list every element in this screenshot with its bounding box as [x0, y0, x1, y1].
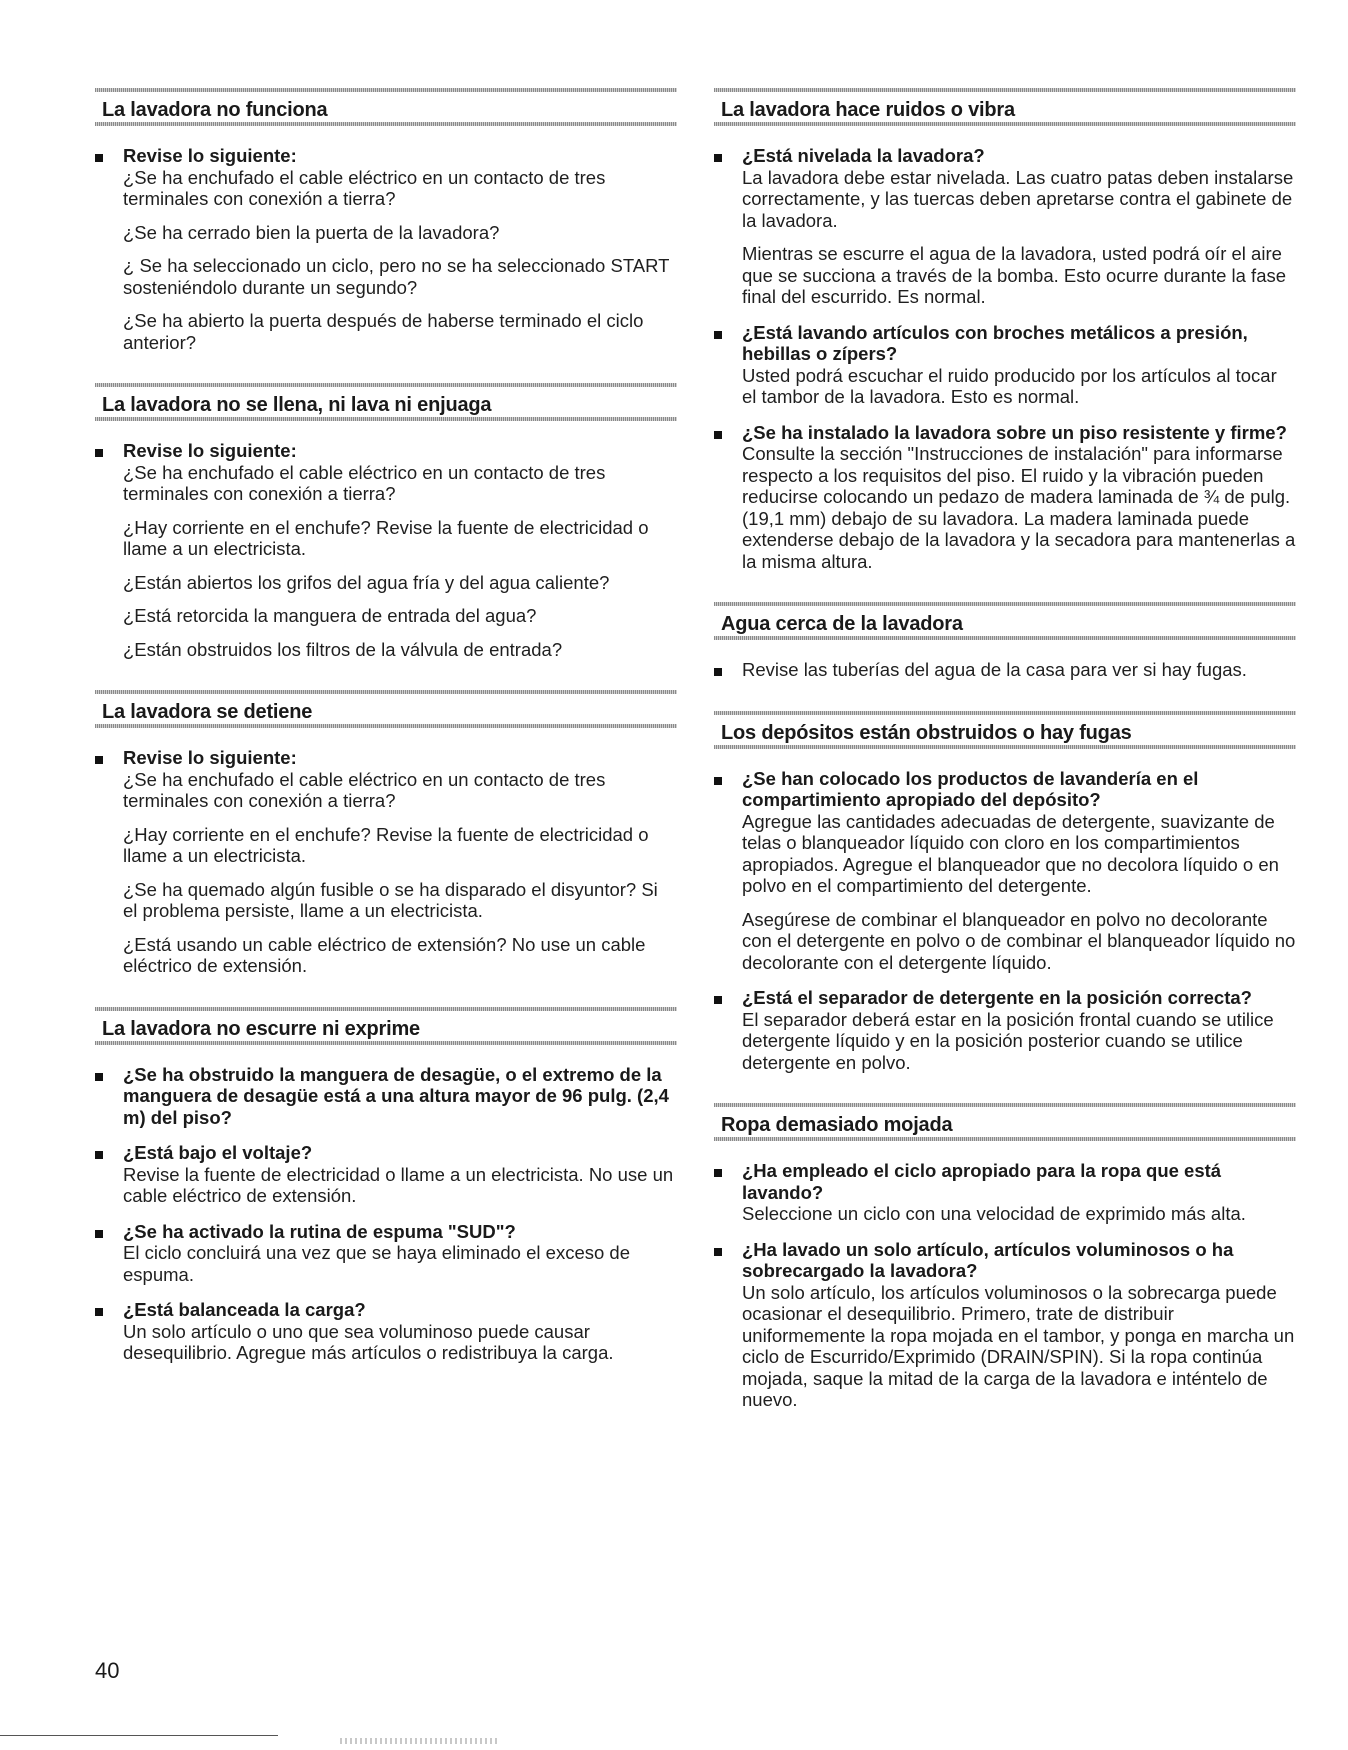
list-item: [714, 659, 1296, 681]
item-question: ¿Está balanceada la carga?: [123, 1299, 366, 1320]
section-header: [714, 594, 1296, 649]
item-list: [714, 1150, 1296, 1411]
section-rule-bottom: [714, 745, 1296, 749]
item-question: ¿Ha lavado un solo artículo, artículos voluminosos o ha sobrecargado la lavadora?: [742, 1238, 1234, 1281]
list-item: [95, 1142, 677, 1207]
item-text: Revise la fuente de electricidad o llame a un electricista. No use un cable eléctrico de extensión.: [123, 1163, 674, 1206]
item-text: ¿Se ha enchufado el cable eléctrico en un contacto de tres terminales con conexión a tierra?: [123, 768, 606, 811]
item-text: ¿Se ha abierto la puerta después de haberse terminado el ciclo anterior?: [123, 310, 644, 353]
item-question: ¿Se han colocado los productos de lavandería en el compartimiento apropiado del depósito?: [742, 767, 1199, 810]
section-header: [714, 80, 1296, 135]
troubleshooting-section: [95, 375, 677, 660]
item-question: ¿Se ha activado la rutina de espuma "SUD"?: [123, 1220, 516, 1242]
section-rule-bottom: [95, 1041, 677, 1045]
item-text: ¿Se ha quemado algún fusible o se ha disparado el disyuntor? Si el problema persiste, llame a un electricista.: [123, 878, 658, 921]
item-question: ¿Se ha instalado la lavadora sobre un piso resistente y firme?: [742, 421, 1287, 443]
item-question: Revise lo siguiente:: [123, 440, 297, 461]
section-rule-bottom: [95, 724, 677, 728]
list-item: [714, 987, 1296, 1073]
troubleshooting-section: [95, 999, 677, 1364]
item-list: [95, 135, 677, 353]
section-rule-bottom: [95, 122, 677, 126]
list-item: [95, 440, 677, 660]
item-text: ¿Se ha cerrado bien la puerta de la lavadora?: [123, 221, 500, 243]
section-rule-bottom: [95, 417, 677, 421]
item-text: ¿Hay corriente en el enchufe? Revise la fuente de electricidad o llame a un electricista.: [123, 516, 649, 559]
item-text: ¿ Se ha seleccionado un ciclo, pero no se ha seleccionado START sosteniéndolo durante un segundo?: [123, 255, 670, 298]
bullet-square-icon: [95, 1308, 103, 1316]
item-list: [714, 758, 1296, 1074]
item-text: Usted podrá escuchar el ruido producido por los artículos al tocar el tambor de la lavadora. Esto es normal.: [742, 364, 1277, 407]
bullet-square-icon: [95, 756, 103, 764]
section-header: [95, 999, 677, 1054]
item-text: Un solo artículo o uno que sea voluminoso puede causar desequilibrio. Agregue más artículos o redistribuya la carga.: [123, 1320, 614, 1363]
bullet-square-icon: [95, 1073, 103, 1081]
item-question: ¿Está el separador de detergente en la posición correcta?: [742, 987, 1252, 1008]
item-text: ¿Están abiertos los grifos del agua fría y del agua caliente?: [123, 571, 610, 593]
footer-rule: [0, 1735, 278, 1736]
item-question: ¿Está bajo el voltaje?: [123, 1142, 313, 1163]
item-text: ¿Se ha enchufado el cable eléctrico en un contacto de tres terminales con conexión a tierra?: [123, 166, 606, 209]
bullet-square-icon: [714, 1169, 722, 1177]
troubleshooting-section: [714, 80, 1296, 572]
list-item: [95, 1064, 677, 1129]
troubleshooting-section: [95, 80, 677, 353]
item-list: [714, 135, 1296, 572]
list-item: [714, 1160, 1296, 1225]
bullet-square-icon: [714, 331, 722, 339]
section-title: La lavadora no escurre ni exprime: [102, 1017, 420, 1040]
section-title: La lavadora hace ruidos o vibra: [721, 99, 1015, 121]
item-text: ¿Están obstruidos los filtros de la válvula de entrada?: [123, 638, 563, 660]
section-header: [95, 80, 677, 135]
item-text: La lavadora debe estar nivelada. Las cuatro patas deben instalarse correctamente, y las tuercas deben apretarse contra el gabinete de la lavadora.: [742, 166, 1294, 231]
bullet-square-icon: [714, 668, 722, 676]
list-item: [714, 768, 1296, 974]
section-title: Ropa demasiado mojada: [721, 1114, 953, 1136]
section-title: La lavadora no se llena, ni lava ni enjuaga: [102, 394, 492, 416]
item-text: ¿Hay corriente en el enchufe? Revise la fuente de electricidad o llame a un electricista.: [123, 823, 649, 866]
section-header: [714, 703, 1296, 758]
list-item: [714, 1239, 1296, 1411]
page-number: 40: [95, 1658, 120, 1683]
troubleshooting-section: [714, 1095, 1296, 1411]
item-text: Seleccione un ciclo con una velocidad de exprimido más alta.: [742, 1203, 1246, 1224]
item-question: ¿Está lavando artículos con broches metálicos a presión, hebillas o zípers?: [742, 321, 1248, 364]
troubleshooting-section: [714, 594, 1296, 681]
bullet-square-icon: [95, 449, 103, 457]
list-item: [95, 1299, 677, 1364]
item-question: ¿Está nivelada la lavadora?: [742, 145, 985, 166]
section-rule-bottom: [714, 1137, 1296, 1141]
item-text: Agregue las cantidades adecuadas de detergente, suavizante de telas o blanqueador líquido con cloro en los compartimientos apropiados. Agregue el blanqueador que no decolora líquido o en polvo en el compartimiento del detergente.: [742, 810, 1279, 896]
section-title: Los depósitos están obstruidos o hay fugas: [721, 721, 1132, 744]
item-question: Revise lo siguiente:: [123, 145, 297, 166]
item-list: [95, 737, 677, 977]
section-title: La lavadora no funciona: [102, 99, 328, 121]
list-item: [714, 145, 1296, 308]
footer-print-mark: [340, 1738, 500, 1744]
item-question: Revise lo siguiente:: [123, 747, 297, 768]
troubleshooting-section: [95, 682, 677, 977]
section-title: Agua cerca de la lavadora: [721, 613, 963, 635]
list-item: [95, 747, 677, 977]
bullet-square-icon: [95, 154, 103, 162]
list-item: [714, 322, 1296, 408]
item-text: Un solo artículo, los artículos voluminosos o la sobrecarga puede ocasionar el desequilibrio. Primero, trate de distribuir uniformemente la ropa mojada en el tambor, y ponga en marcha un ciclo de Escurrido/Exprimido (DRAIN/SPIN). Si la ropa continúa mojada, saque la mitad de la carga de la lavadora e inténtelo de nuevo.: [742, 1281, 1295, 1410]
item-text: Asegúrese de combinar el blanqueador en polvo no decolorante con el detergente en polvo o de combinar el blanqueador líquido no decolorante con el detergente líquido.: [742, 908, 1296, 973]
item-list: [95, 430, 677, 660]
item-text: Mientras se escurre el agua de la lavadora, usted podrá oír el aire que se succiona a través de la bomba. Esto ocurre durante la fase final del escurrido. Es normal.: [742, 243, 1287, 307]
list-item: [95, 145, 677, 353]
section-header: [95, 682, 677, 737]
item-text: El ciclo concluirá una vez que se haya eliminado el exceso de espuma.: [123, 1242, 630, 1285]
troubleshooting-section: [714, 703, 1296, 1074]
item-question: ¿Ha empleado el ciclo apropiado para la ropa que está lavando?: [742, 1160, 1222, 1203]
list-item: [714, 422, 1296, 573]
section-rule-bottom: [714, 636, 1296, 640]
item-text: Consulte la sección "Instrucciones de instalación" para informarse respecto a los requisitos del piso. El ruido y la vibración pueden reducirse colocando un pedazo de madera laminada de ¾ de pulg. (19,1 mm) debajo de su lavadora. La madera laminada puede extenderse debajo de la lavadora y la secadora para mantenerlas a la misma altura.: [742, 443, 1296, 572]
right-column: [714, 80, 1296, 1433]
bullet-square-icon: [714, 1248, 722, 1256]
item-list: [714, 649, 1296, 681]
bullet-square-icon: [95, 1151, 103, 1159]
item-text: Revise las tuberías del agua de la casa para ver si hay fugas.: [742, 659, 1247, 680]
list-item: [95, 1221, 677, 1286]
left-column: [95, 80, 677, 1386]
bullet-square-icon: [95, 1230, 103, 1238]
section-title: La lavadora se detiene: [102, 701, 313, 723]
item-list: [95, 1054, 677, 1364]
section-header: [95, 375, 677, 430]
bullet-square-icon: [714, 431, 722, 439]
section-header: [714, 1095, 1296, 1150]
item-text: El separador deberá estar en la posición frontal cuando se utilice detergente líquido y en la posición posterior cuando se utilice detergente en polvo.: [742, 1008, 1274, 1073]
section-rule-bottom: [714, 122, 1296, 126]
item-text: ¿Está usando un cable eléctrico de extensión? No use un cable eléctrico de extensión.: [123, 933, 646, 976]
bullet-square-icon: [714, 996, 722, 1004]
bullet-square-icon: [714, 777, 722, 785]
item-text: ¿Se ha enchufado el cable eléctrico en un contacto de tres terminales con conexión a tierra?: [123, 461, 606, 504]
item-question: ¿Se ha obstruido la manguera de desagüe, o el extremo de la manguera de desagüe está a una altura mayor de 96 pulg. (2,4 m) del piso?: [123, 1063, 669, 1128]
bullet-square-icon: [714, 154, 722, 162]
item-text: ¿Está retorcida la manguera de entrada del agua?: [123, 605, 537, 626]
